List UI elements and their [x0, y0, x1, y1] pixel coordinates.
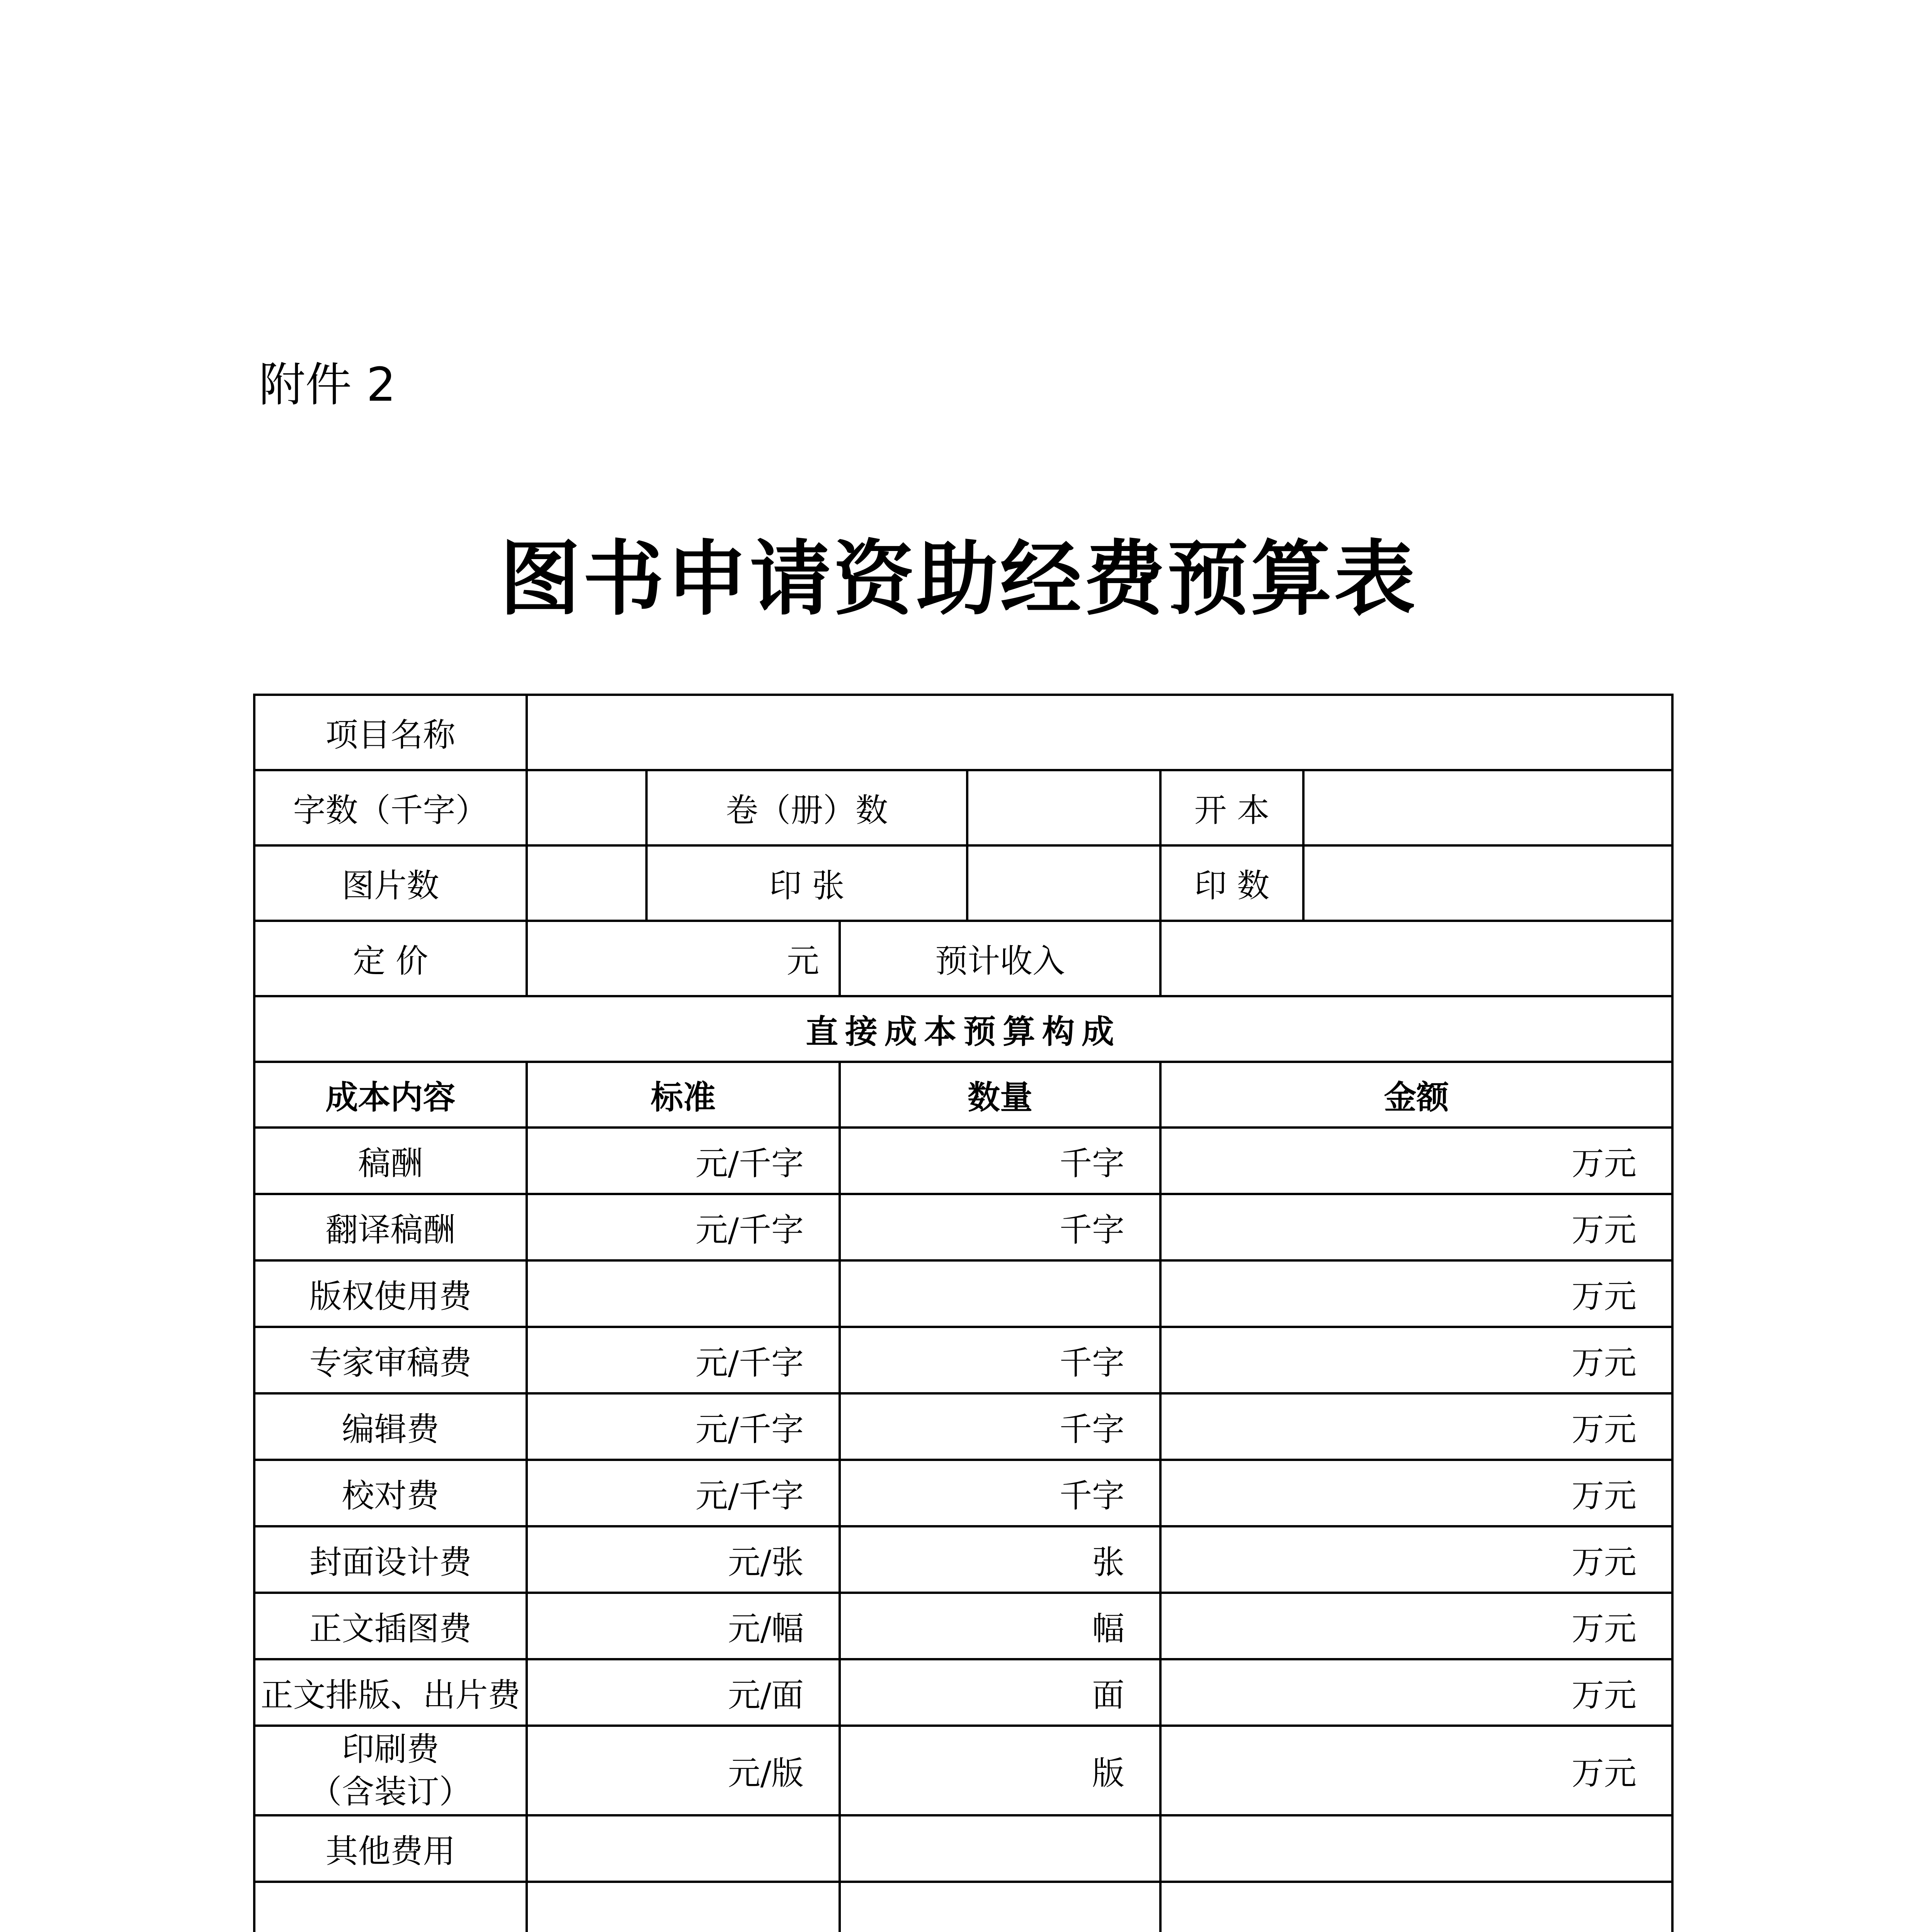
expected-income-label: 预计收入 — [840, 921, 1160, 996]
col-header-content: 成本内容 — [254, 1062, 527, 1128]
budget-table — [253, 694, 1674, 1932]
cost-standard[interactable] — [527, 1882, 840, 1932]
project-name-label: 项目名称 — [254, 695, 527, 770]
table-row — [254, 1393, 1672, 1460]
cost-amount[interactable] — [1160, 1882, 1672, 1932]
print-sheets-label: 印 张 — [646, 845, 967, 921]
pictures-label: 图片数 — [254, 845, 527, 921]
cost-item: 稿酬 — [254, 1128, 527, 1194]
cost-item: 其他费用 — [254, 1815, 527, 1882]
cost-quantity[interactable]: 千字 — [840, 1194, 1160, 1260]
word-count-field[interactable] — [527, 770, 646, 845]
table-row — [254, 1593, 1672, 1659]
cost-standard[interactable]: 元/千字 — [527, 1128, 840, 1194]
table-row — [254, 1659, 1672, 1726]
price-label: 定 价 — [254, 921, 527, 996]
price-unit: 元 — [786, 942, 819, 980]
cost-standard[interactable]: 元/千字 — [527, 1194, 840, 1260]
cost-amount[interactable]: 万元 — [1160, 1393, 1672, 1460]
cost-quantity[interactable]: 千字 — [840, 1327, 1160, 1393]
pictures-row — [254, 845, 1672, 921]
format-field[interactable] — [1303, 770, 1672, 845]
cost-amount[interactable]: 万元 — [1160, 1194, 1672, 1260]
cost-quantity[interactable] — [840, 1260, 1160, 1327]
cost-amount[interactable]: 万元 — [1160, 1726, 1672, 1815]
section-title: 直接成本预算构成 — [254, 996, 1672, 1062]
table-row — [254, 1882, 1672, 1932]
cost-quantity[interactable]: 面 — [840, 1659, 1160, 1726]
cost-standard[interactable]: 元/张 — [527, 1526, 840, 1593]
volumes-label: 卷（册）数 — [646, 770, 967, 845]
cost-item: 版权使用费 — [254, 1260, 527, 1327]
cost-amount[interactable]: 万元 — [1160, 1659, 1672, 1726]
attachment-label: 附件 2 — [259, 358, 396, 412]
col-header-quantity: 数量 — [840, 1062, 1160, 1128]
cost-standard[interactable]: 元/千字 — [527, 1327, 840, 1393]
cost-standard[interactable]: 元/幅 — [527, 1593, 840, 1659]
cost-item: 正文插图费 — [254, 1593, 527, 1659]
cost-amount[interactable]: 万元 — [1160, 1526, 1672, 1593]
cost-quantity[interactable]: 千字 — [840, 1393, 1160, 1460]
table-row — [254, 1815, 1672, 1882]
project-name-field[interactable] — [527, 695, 1672, 770]
table-row — [254, 1526, 1672, 1593]
cost-item: 专家审稿费 — [254, 1327, 527, 1393]
cost-quantity[interactable]: 张 — [840, 1526, 1160, 1593]
cost-quantity[interactable]: 千字 — [840, 1128, 1160, 1194]
cost-item: 编辑费 — [254, 1393, 527, 1460]
cost-standard[interactable]: 元/千字 — [527, 1393, 840, 1460]
cost-quantity[interactable]: 幅 — [840, 1593, 1160, 1659]
print-run-field[interactable] — [1303, 845, 1672, 921]
cost-item — [254, 1726, 527, 1815]
cost-standard[interactable]: 元/版 — [527, 1726, 840, 1815]
price-field[interactable] — [527, 921, 840, 996]
project-name-row — [254, 695, 1672, 770]
cost-item: 正文排版、出片费 — [254, 1659, 527, 1726]
col-header-standard: 标准 — [527, 1062, 840, 1128]
cost-amount[interactable] — [1160, 1815, 1672, 1882]
cost-item[interactable] — [254, 1882, 527, 1932]
table-row — [254, 1260, 1672, 1327]
cost-item: 翻译稿酬 — [254, 1194, 527, 1260]
word-count-label: 字数（千字） — [254, 770, 527, 845]
section-title-row — [254, 996, 1672, 1062]
table-row — [254, 1460, 1672, 1526]
volumes-field[interactable] — [967, 770, 1160, 845]
cost-amount[interactable]: 万元 — [1160, 1260, 1672, 1327]
cost-amount[interactable]: 万元 — [1160, 1593, 1672, 1659]
expected-income-field[interactable] — [1160, 921, 1672, 996]
cost-standard[interactable]: 元/千字 — [527, 1460, 840, 1526]
table-row — [254, 1128, 1672, 1194]
cost-item: 校对费 — [254, 1460, 527, 1526]
print-run-label: 印 数 — [1160, 845, 1303, 921]
table-row — [254, 1194, 1672, 1260]
cost-standard[interactable] — [527, 1815, 840, 1882]
cost-quantity[interactable]: 版 — [840, 1726, 1160, 1815]
pictures-field[interactable] — [527, 845, 646, 921]
cost-quantity[interactable] — [840, 1882, 1160, 1932]
price-row — [254, 921, 1672, 996]
cost-item-line2: （含装订） — [309, 1773, 472, 1811]
cost-amount[interactable]: 万元 — [1160, 1128, 1672, 1194]
word-count-row — [254, 770, 1672, 845]
column-header-row — [254, 1062, 1672, 1128]
table-row — [254, 1726, 1672, 1815]
cost-quantity[interactable] — [840, 1815, 1160, 1882]
cost-standard[interactable] — [527, 1260, 840, 1327]
print-sheets-field[interactable] — [967, 845, 1160, 921]
format-label: 开 本 — [1160, 770, 1303, 845]
page-title: 图书申请资助经费预算表 — [499, 531, 1418, 626]
cost-item: 封面设计费 — [254, 1526, 527, 1593]
cost-amount[interactable]: 万元 — [1160, 1460, 1672, 1526]
cost-item-line1: 印刷费 — [342, 1730, 439, 1768]
cost-standard[interactable]: 元/面 — [527, 1659, 840, 1726]
table-row — [254, 1327, 1672, 1393]
cost-quantity[interactable]: 千字 — [840, 1460, 1160, 1526]
col-header-amount: 金额 — [1160, 1062, 1672, 1128]
cost-amount[interactable]: 万元 — [1160, 1327, 1672, 1393]
